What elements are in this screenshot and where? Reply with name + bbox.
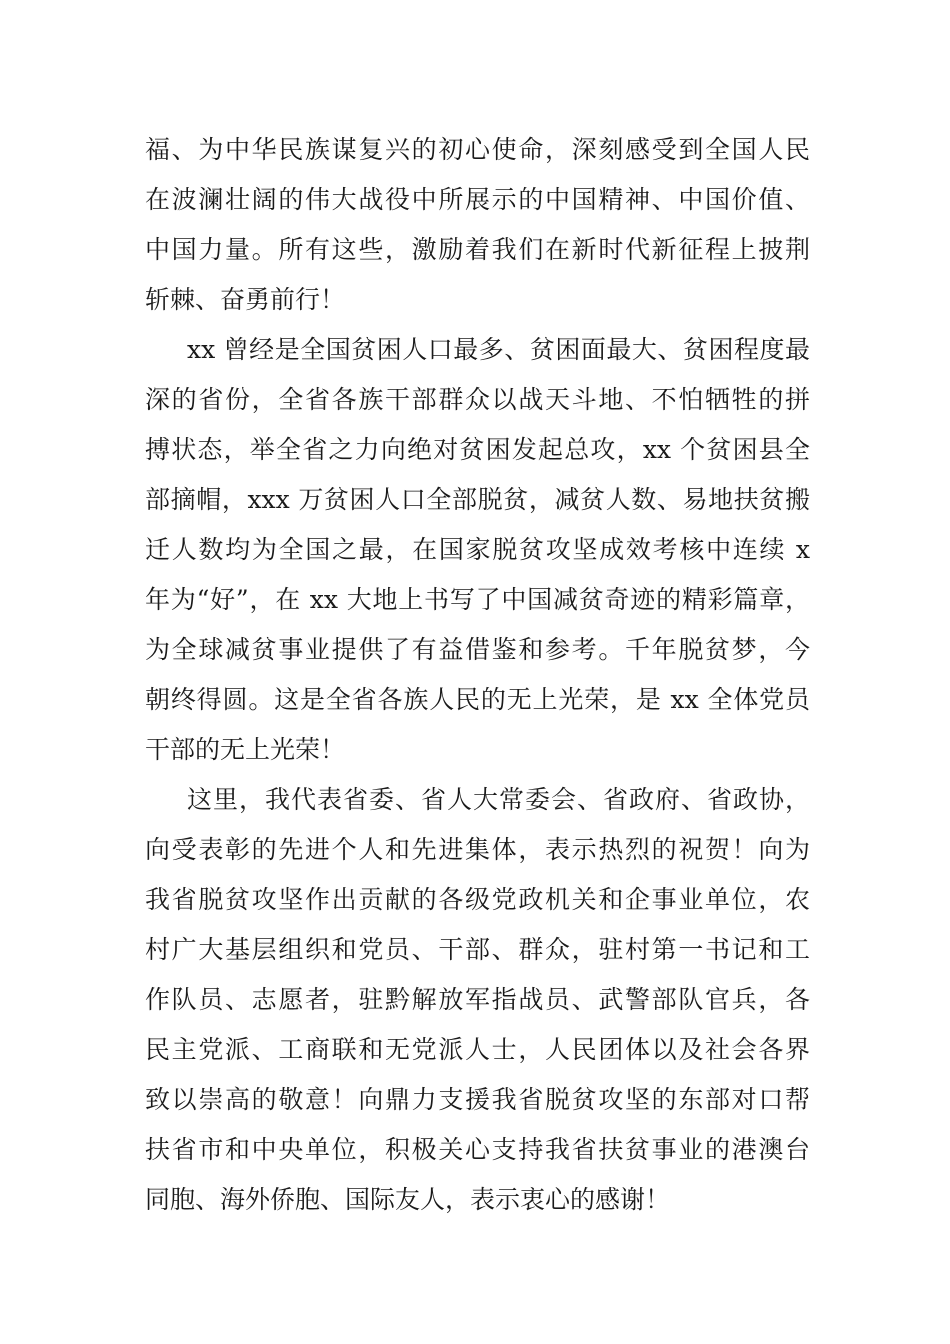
paragraph-2-line-4: 部摘帽，xxx 万贫困人口全部脱贫，减贫人数、易地扶贫搬 (145, 485, 810, 514)
paragraph-3-line-5: 作队员、志愿者，驻黔解放军指战员、武警部队官兵，各 (145, 985, 810, 1014)
paragraph-2-line-8: 朝终得圆。这是全省各族人民的无上光荣，是 xx 全体党员 (145, 685, 810, 714)
paragraph-1-line-3: 中国力量。所有这些，激励着我们在新时代新征程上披荆 (145, 235, 810, 264)
paragraph-3-line-8: 扶省市和中央单位，积极关心支持我省扶贫事业的港澳台 (145, 1135, 810, 1164)
paragraph-3-line-7: 致以崇高的敬意！向鼎力支援我省脱贫攻坚的东部对口帮 (145, 1085, 810, 1114)
paragraph-1-line-2: 在波澜壮阔的伟大战役中所展示的中国精神、中国价值、 (145, 185, 810, 214)
paragraph-2-line-2: 深的省份，全省各族干部群众以战天斗地、不怕牺牲的拼 (145, 385, 810, 414)
paragraph-3-line-2: 向受表彰的先进个人和先进集体，表示热烈的祝贺！向为 (145, 835, 810, 864)
paragraph-2-line-1: xx 曾经是全国贫困人口最多、贫困面最大、贫困程度最 (187, 335, 810, 364)
paragraph-3-line-4: 村广大基层组织和党员、干部、群众，驻村第一书记和工 (145, 935, 810, 964)
paragraph-3-line-3: 我省脱贫攻坚作出贡献的各级党政机关和企事业单位，农 (145, 885, 810, 914)
paragraph-3-line-1: 这里，我代表省委、省人大常委会、省政府、省政协， (187, 785, 810, 814)
paragraph-3-line-9: 同胞、海外侨胞、国际友人，表示衷心的感谢！ (145, 1185, 671, 1214)
paragraph-1-line-1: 福、为中华民族谋复兴的初心使命，深刻感受到全国人民 (145, 135, 810, 164)
paragraph-2-line-7: 为全球减贫事业提供了有益借鉴和参考。千年脱贫梦，今 (145, 635, 810, 664)
paragraph-2-line-5: 迁人数均为全国之最，在国家脱贫攻坚成效考核中连续 x (145, 535, 810, 564)
paragraph-1-line-4: 斩棘、奋勇前行！ (145, 285, 346, 314)
paragraph-3-line-6: 民主党派、工商联和无党派人士，人民团体以及社会各界 (145, 1035, 810, 1064)
paragraph-2-line-6: 年为“好”，在 xx 大地上书写了中国减贫奇迹的精彩篇章， (145, 585, 810, 614)
paragraph-2-line-3: 搏状态，举全省之力向绝对贫困发起总攻，xx 个贫困县全 (145, 435, 810, 464)
paragraph-2-line-9: 干部的无上光荣！ (145, 735, 346, 764)
